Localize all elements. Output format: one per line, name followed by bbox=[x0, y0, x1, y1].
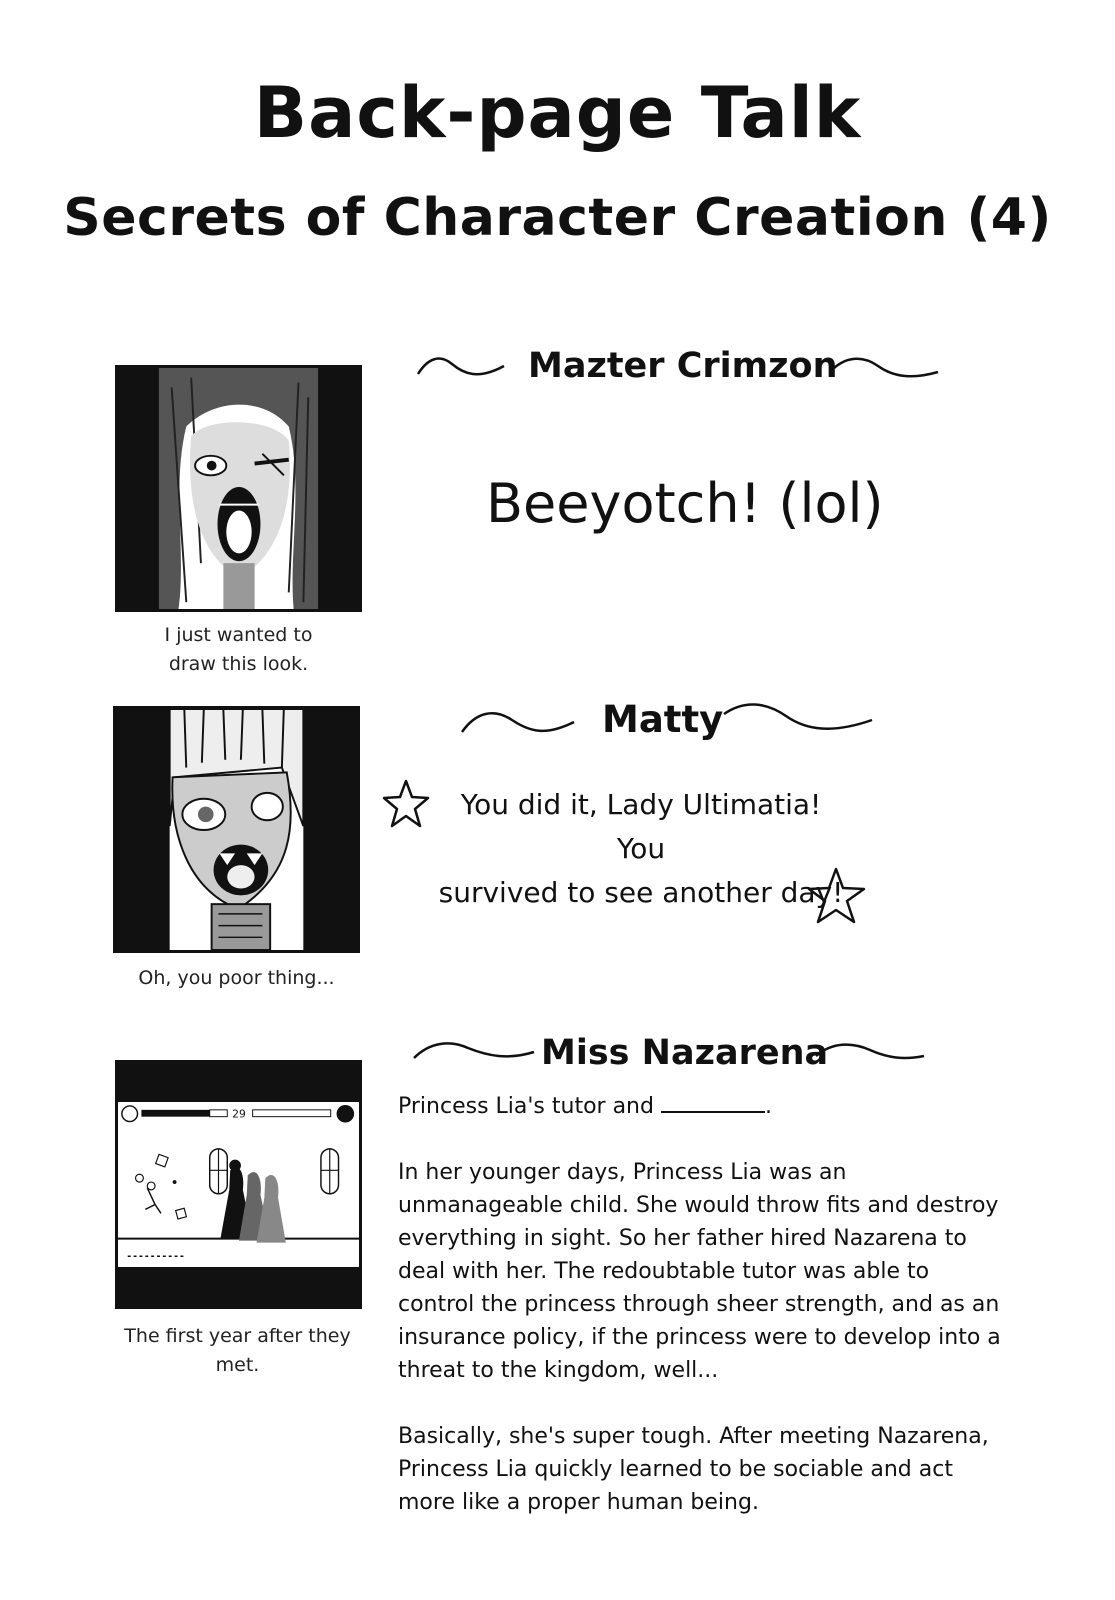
swash-left bbox=[416, 350, 508, 384]
page-title: Back-page Talk bbox=[253, 72, 862, 154]
matty-quote bbox=[436, 783, 846, 915]
swash-right bbox=[832, 350, 940, 384]
miss-nazarena-description bbox=[398, 1090, 1002, 1552]
matty-caption bbox=[113, 964, 360, 993]
hud-counter: 29 bbox=[232, 1107, 246, 1121]
mazter-crimzon-quote: Beeyotch! (lol) bbox=[486, 472, 884, 535]
page-subtitle: Secrets of Character Creation (4) bbox=[63, 188, 1052, 248]
paragraph-2: Basically, she's super tough. After meeting Nazarena, Princess Lia quickly learned to be sociable and act more like a proper human being. bbox=[398, 1424, 989, 1515]
mazter-crimzon-heading: Mazter Crimzon bbox=[528, 346, 838, 386]
caption-line: Oh, you poor thing... bbox=[138, 967, 335, 989]
mazter-crimzon-caption bbox=[115, 621, 362, 679]
matty-illustration bbox=[113, 706, 360, 953]
tutor-line bbox=[398, 1090, 1002, 1123]
star-icon bbox=[806, 866, 868, 926]
miss-nazarena-illustration bbox=[115, 1060, 362, 1309]
caption-line: draw this look. bbox=[168, 653, 309, 675]
swash-right bbox=[722, 698, 874, 738]
paragraph-1: In her younger days, Princess Lia was an unmanageable child. She would throw fits and destroy everything in sight. So her father hired Nazarena to deal with her. The redoubtable tutor was able to control the princess through sheer strength, and as an insurance policy, if the princess were to develop into a threat to the kingdom, well... bbox=[398, 1160, 1001, 1383]
blank-line bbox=[661, 1091, 765, 1113]
swash-left bbox=[412, 1036, 536, 1066]
tutor-line-text: Princess Lia's tutor and bbox=[398, 1094, 654, 1119]
swash-left bbox=[460, 704, 578, 742]
miss-nazarena-caption bbox=[100, 1322, 375, 1380]
star-icon bbox=[382, 778, 430, 830]
miss-nazarena-heading: Miss Nazarena bbox=[541, 1033, 829, 1073]
tutor-line-end: . bbox=[764, 1094, 772, 1119]
quote-line: survived to see another day! bbox=[438, 876, 844, 909]
caption-line: The first year after they met. bbox=[124, 1325, 351, 1376]
mazter-crimzon-illustration bbox=[115, 365, 362, 612]
matty-heading: Matty bbox=[602, 698, 724, 741]
swash-right bbox=[814, 1038, 926, 1066]
quote-line: You did it, Lady Ultimatia! You bbox=[460, 788, 822, 865]
caption-line: I just wanted to bbox=[164, 624, 313, 646]
